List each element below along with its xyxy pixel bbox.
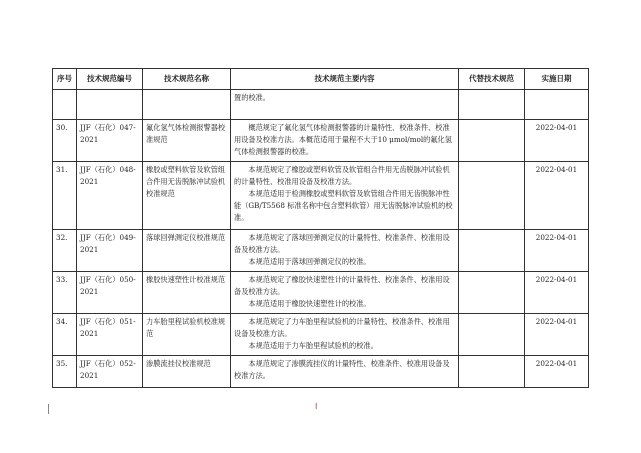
- row-name: 落球回弹测定仪校准规范: [143, 230, 231, 272]
- row-content: [231, 230, 459, 272]
- row-replace: [459, 356, 525, 388]
- row-date: 2022-04-01: [525, 162, 589, 230]
- row-code: JJF（石化）049-2021: [77, 230, 143, 272]
- cell-empty: [459, 90, 525, 120]
- table-header-row: [53, 69, 589, 90]
- table-row: [53, 356, 589, 388]
- content-line: 本规范适用于橡胶快速塑性计的校准。: [248, 299, 371, 308]
- row-replace: [459, 120, 525, 162]
- row-name: 渗膜流挂仪校准规范: [143, 356, 231, 388]
- cell-empty: [53, 90, 77, 120]
- row-date: 2022-04-01: [525, 120, 589, 162]
- row-name: 氟化氢气体检测报警器校准规范: [143, 120, 231, 162]
- continuation-text: 置的校准。: [231, 90, 459, 120]
- header-serial: 序号: [53, 69, 77, 90]
- row-replace: [459, 162, 525, 230]
- table-row: [53, 162, 589, 230]
- content-line: 本规范适用于落球回弹测定仪的校准。: [248, 257, 371, 266]
- row-serial: 34.: [53, 314, 77, 356]
- row-code: JJF（石化）047-2021: [77, 120, 143, 162]
- row-serial: 32.: [53, 230, 77, 272]
- row-replace: [459, 230, 525, 272]
- cell-empty: [143, 90, 231, 120]
- row-date: 2022-04-01: [525, 314, 589, 356]
- cell-empty: [77, 90, 143, 120]
- row-content: [231, 356, 459, 388]
- row-replace: [459, 314, 525, 356]
- row-serial: 31.: [53, 162, 77, 230]
- row-date: 2022-04-01: [525, 356, 589, 388]
- row-serial: 30.: [53, 120, 77, 162]
- row-code: JJF（石化）050-2021: [77, 272, 143, 314]
- row-content: [231, 314, 459, 356]
- row-code: JJF（石化）048-2021: [77, 162, 143, 230]
- header-content: 技术规范主要内容: [231, 69, 459, 90]
- row-date: 2022-04-01: [525, 272, 589, 314]
- content-line: 本规范规定了橡胶快速塑性计的计量特性、校准条件、校准用设备及校准方法。: [234, 275, 450, 296]
- content-line: 概范规定了氟化氢气体检测报警器的计量特性、校准条件、校准用设备及校准方法。本概范适用于量程不大于10 μmol/mol的氟化氢气体检测报警器的校准。: [234, 123, 452, 156]
- row-name: 橡胶或塑料软管及软管组合件用无齿脱脉冲试验机校准规范: [143, 162, 231, 230]
- header-date: 实施日期: [525, 69, 589, 90]
- content-line: 本规范规定了渗膜流挂仪的计量特性、校准条件、校准用设备及校准方法。: [234, 359, 450, 380]
- table-row-continuation: [53, 90, 589, 120]
- cell-empty: [525, 90, 589, 120]
- row-date: 2022-04-01: [525, 230, 589, 272]
- margin-mark: [48, 404, 49, 414]
- content-line: 本规范适用于力车胎里程试验机的校准。: [248, 341, 378, 350]
- table-row: [53, 314, 589, 356]
- row-code: JJF（石化）052-2021: [77, 356, 143, 388]
- standards-table: [52, 68, 589, 388]
- header-replace: 代替技术规范: [459, 69, 525, 90]
- content-line: 本规范适用于检测橡胶或塑料软管及软管组合件用无齿脱脉冲性能（GB/T5568 标准名称中包含塑料软管）用无齿脱脉冲试验机的校准。: [234, 189, 453, 222]
- table-row: [53, 272, 589, 314]
- header-name: 技术规范名称: [143, 69, 231, 90]
- content-line: 本规范规定了落球回弹测定仪的计量特性、校准条件、校准用设备及校准方法。: [234, 233, 450, 254]
- row-serial: 33.: [53, 272, 77, 314]
- row-content: [231, 120, 459, 162]
- header-code: 技术规范编号: [77, 69, 143, 90]
- table-row: [53, 230, 589, 272]
- row-content: [231, 272, 459, 314]
- content-line: 本规范规定了力车胎里程试验机的计量特性、校准条件、校准用设备及校准方法。: [234, 317, 450, 338]
- row-name: 橡胶快速塑性计校准规范: [143, 272, 231, 314]
- page-marker: I: [315, 402, 318, 411]
- content-line: 本规范规定了橡胶或塑料软管及软管组合件用无齿脱脉冲试验机的计量特性、校准用设备及校准方法。: [234, 165, 450, 186]
- table-row: [53, 120, 589, 162]
- row-serial: 35.: [53, 356, 77, 388]
- row-code: JJF（石化）051-2021: [77, 314, 143, 356]
- row-replace: [459, 272, 525, 314]
- row-name: 力车胎里程试验机校准规范: [143, 314, 231, 356]
- row-content: [231, 162, 459, 230]
